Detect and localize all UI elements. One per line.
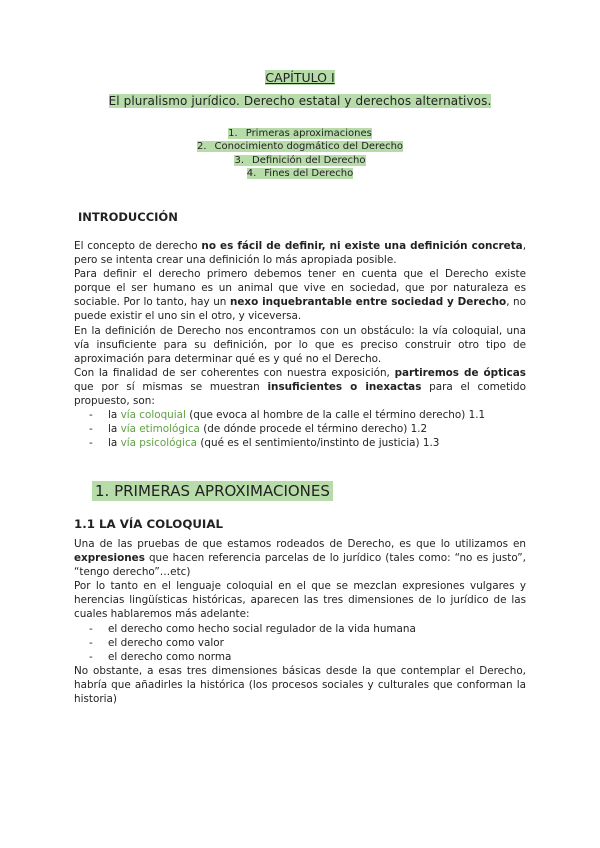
list-item: - el derecho como norma (89, 650, 232, 663)
intro-paragraph: Con la finalidad de ser coherentes con nuestra exposición, partiremos de ópticas que por sí mismas se muestran insuficientes o inexactas para el cometido propuesto, son: (74, 366, 526, 408)
table-of-contents (0, 127, 600, 180)
intro-paragraph: Para definir el derecho primero debemos tener en cuenta que el Derecho existe porque el ser humano es un animal que vive en sociedad, que por naturaleza es sociable. Por lo tanto, hay un nexo inquebrantable entre sociedad y Derecho, no puede existir el uno sin el otro, y viceversa. (74, 268, 526, 323)
section-paragraph: Una de las pruebas de que estamos rodeados de Derecho, es que lo utilizamos en expresiones que hacen referencia parcelas de lo jurídico (tales como: “no es justo”, “tengo derecho”…etc) (74, 538, 526, 579)
list-item: - la vía psicológica (qué es el sentimiento/instinto de justicia) 1.3 (89, 437, 440, 450)
approach-list (74, 408, 526, 450)
chapter-subtitle: El pluralismo jurídico. Derecho estatal y derechos alternativos. (108, 94, 492, 108)
chapter-title: CAPÍTULO I (265, 70, 335, 85)
list-item: - la vía etimológica (de dónde procede el término derecho) 1.2 (89, 423, 428, 436)
toc-item: 2. Conocimiento dogmático del Derecho (196, 141, 404, 153)
intro-paragraph: El concepto de derecho no es fácil de definir, ni existe una definición concreta, pero se intenta crear una definición lo más apropiada posible. (74, 240, 526, 267)
intro-paragraph: En la definición de Derecho nos encontramos con un obstáculo: la vía coloquial, una vía insuficiente para su definición, por lo que es preciso construir otro tipo de aproximación para determinar qué es y qué no el Derecho. (74, 324, 526, 365)
section-paragraph: Por lo tanto en el lenguaje coloquial en el que se mezclan expresiones vulgares y herencias lingüísticas históricas, aparecen las tres dimensiones de lo jurídico de las cuales hablaremos más adelante: (74, 580, 526, 621)
subsection-heading: 1.1 LA VÍA COLOQUIAL (74, 517, 223, 531)
list-item: - el derecho como valor (89, 636, 224, 649)
list-item: - el derecho como hecho social regulador de la vida humana (89, 622, 416, 635)
dimension-list (74, 622, 526, 664)
intro-heading: INTRODUCCIÓN (78, 210, 178, 224)
toc-item: 3. Definición del Derecho (234, 154, 366, 166)
section-heading: 1. PRIMERAS APROXIMACIONES (92, 481, 333, 501)
toc-item: 4. Fines del Derecho (246, 167, 354, 179)
list-item: - la vía coloquial (que evoca al hombre de la calle el término derecho) 1.1 (89, 409, 486, 422)
section-body (74, 537, 526, 706)
section-paragraph: No obstante, a esas tres dimensiones básicas desde la que contemplar el Derecho, habría que añadirles la histórica (los procesos sociales y culturales que conforman la historia) (74, 664, 526, 706)
intro-body (74, 239, 526, 450)
toc-item: 1. Primeras aproximaciones (228, 128, 372, 139)
